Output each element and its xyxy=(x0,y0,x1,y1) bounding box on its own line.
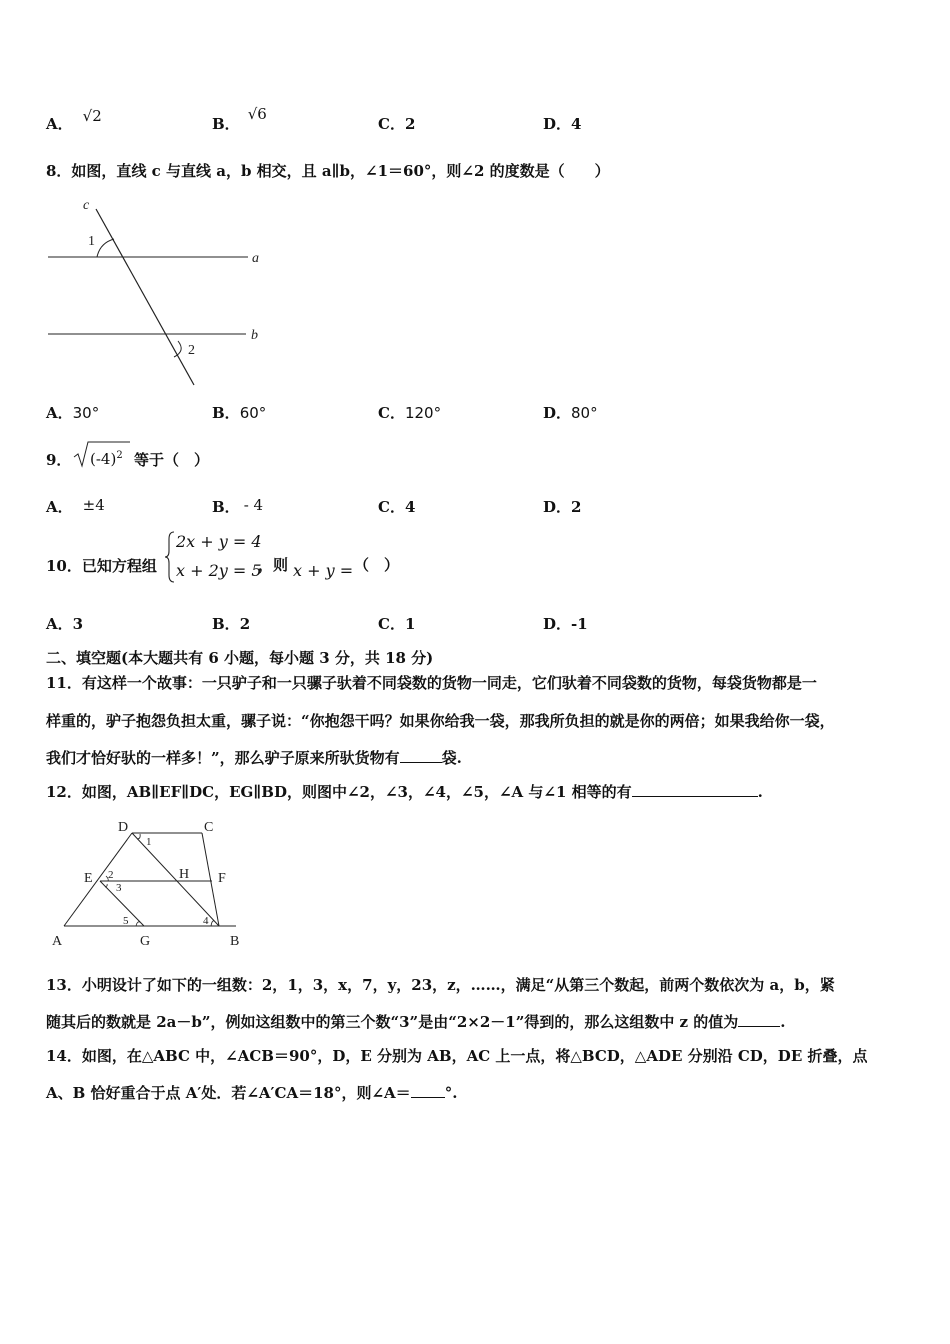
q10-prefix: 10．已知方程组 xyxy=(46,557,157,575)
q12-stem xyxy=(46,782,763,802)
brace-icon xyxy=(164,531,176,583)
option-label: B． xyxy=(212,404,240,422)
option-value: ±4 xyxy=(82,496,105,514)
q14-line-2-end: °. xyxy=(444,1084,458,1102)
option-label: B． xyxy=(212,498,240,516)
angle-1-arc xyxy=(97,239,114,257)
q9-radicand xyxy=(90,446,123,469)
option-value: 80° xyxy=(571,404,598,422)
q11-line-3-text: 我们才恰好驮的一样多！”，那么驴子原来所驮货物有 xyxy=(46,749,400,767)
option-value: 4 xyxy=(571,115,582,133)
option-value: 60° xyxy=(239,404,267,422)
q9-suffix: 等于（ ） xyxy=(134,451,210,469)
option-value: √2 xyxy=(82,107,102,125)
option-label: D． xyxy=(543,115,572,133)
q7-option-b xyxy=(212,105,267,134)
label-4: 4 xyxy=(203,915,209,927)
label-1: 1 xyxy=(88,234,95,249)
option-label: D． xyxy=(543,615,572,633)
option-value: √6 xyxy=(247,105,267,123)
q11-line-3-end: 袋. xyxy=(441,749,462,767)
option-value: - 4 xyxy=(243,496,264,514)
label-D: D xyxy=(118,820,129,835)
q10-mid: ，则 xyxy=(258,556,289,574)
label-H: H xyxy=(179,867,190,882)
option-label: A． xyxy=(46,115,73,133)
q7-option-a xyxy=(46,107,102,134)
q7-option-d xyxy=(543,114,581,134)
q9-radicand-base: (-4) xyxy=(90,450,117,468)
option-label: B． xyxy=(212,615,240,633)
q10-option-a xyxy=(46,614,83,634)
q10-option-c xyxy=(378,614,415,634)
option-value: 2 xyxy=(404,115,416,133)
q8-figure xyxy=(40,195,280,395)
option-label: D． xyxy=(543,498,572,516)
q7-option-c xyxy=(378,114,415,134)
option-label: A． xyxy=(46,404,73,422)
segment-eg xyxy=(100,881,144,926)
q9-option-a xyxy=(46,497,105,517)
q10-equation-2: x + 2y = 5 xyxy=(176,561,262,580)
q10-option-d xyxy=(543,614,588,634)
option-value: 2 xyxy=(571,498,582,516)
label-3: 3 xyxy=(116,882,122,894)
q13-line-2-text: 随其后的数就是 2a－b”，例如这组数中的第三个数“3”是由“2×2－1”得到的，那么这组数中 z 的值为 xyxy=(46,1013,739,1031)
option-label: C． xyxy=(378,615,405,633)
q9-radicand-exp: 2 xyxy=(116,450,123,461)
label-2: 2 xyxy=(108,869,114,881)
section-2-heading: 二、填空题(本大题共有 6 小题，每小题 3 分，共 18 分) xyxy=(46,649,434,667)
line-c xyxy=(96,209,194,385)
q11-line-1: 11．有这样一个故事：一只驴子和一只骡子驮着不同袋数的货物一同走，它们驮着不同袋数的货物，每袋货物都是一 xyxy=(46,674,817,692)
option-label: D． xyxy=(543,404,572,422)
q8-stem: 8．如图，直线 c 与直线 a，b 相交，且 a∥b，∠1＝60°，则∠2 的度数是（ ） xyxy=(46,162,610,180)
option-value: 1 xyxy=(404,615,416,633)
label-A: A xyxy=(52,934,63,949)
option-value: 30° xyxy=(72,404,100,422)
angle-2-arc xyxy=(174,341,181,357)
q11-line-2: 样重的，驴子抱怨负担太重，骡子说：“你抱怨干吗？如果你给我一袋，那我所负担的就是你的两倍；如果我给你一袋， xyxy=(46,712,835,730)
option-label: A． xyxy=(46,615,73,633)
label-2: 2 xyxy=(188,343,195,358)
label-C: C xyxy=(204,820,214,835)
q12-figure xyxy=(44,812,254,952)
q8-option-c xyxy=(378,403,441,423)
option-value: 3 xyxy=(72,615,84,633)
q10-suffix: （ ） xyxy=(354,556,400,574)
q14-line-2 xyxy=(46,1083,457,1103)
q8-option-a xyxy=(46,403,99,423)
q14-line-1: 14．如图，在△ABC 中，∠ACB＝90°，D，E 分别为 AB，AC 上一点，将△BCD，△ADE 分别沿 CD，DE 折叠，点 xyxy=(46,1047,868,1065)
label-c: c xyxy=(83,198,90,213)
q8-option-b xyxy=(212,403,266,423)
answer-blank[interactable] xyxy=(400,748,442,763)
option-value: -1 xyxy=(571,615,588,633)
label-a: a xyxy=(252,251,259,266)
q12-text: 12．如图，AB∥EF∥DC，EG∥BD，则图中∠2，∠3，∠4，∠5，∠A 与∠1 相等的有 xyxy=(46,783,632,801)
option-value: 120° xyxy=(404,404,442,422)
answer-blank[interactable] xyxy=(632,782,758,797)
q13-line-2-end: . xyxy=(780,1013,786,1031)
label-G: G xyxy=(140,934,151,949)
label-5: 5 xyxy=(123,915,129,927)
q10-target: x + y = xyxy=(293,561,354,580)
q14-line-2-text: A、B 恰好重合于点 A′处．若∠A′CA＝18°，则∠A＝ xyxy=(46,1084,411,1102)
answer-blank[interactable] xyxy=(411,1083,445,1098)
option-label: C． xyxy=(378,404,405,422)
side-ad xyxy=(64,833,132,926)
q9-option-d xyxy=(543,497,581,517)
option-label: A． xyxy=(46,498,73,516)
q12-end: . xyxy=(757,783,763,801)
option-label: B． xyxy=(212,115,240,133)
q8-option-d xyxy=(543,403,598,423)
option-label: C． xyxy=(378,115,405,133)
q13-line-2 xyxy=(46,1012,786,1032)
q10-option-b xyxy=(212,614,250,634)
q9-option-c xyxy=(378,497,415,517)
q11-line-3 xyxy=(46,748,462,768)
label-1: 1 xyxy=(146,836,152,848)
label-F: F xyxy=(218,871,226,886)
label-b: b xyxy=(251,328,258,343)
q9-number: 9． xyxy=(46,451,72,469)
q9-option-b xyxy=(212,497,263,517)
q13-line-1: 13．小明设计了如下的一组数：2，1，3，x，7，y，23，z，……，满足“从第三个数起，前两个数依次为 a，b，紧 xyxy=(46,976,835,994)
label-E: E xyxy=(84,871,93,886)
answer-blank[interactable] xyxy=(738,1012,780,1027)
option-value: 2 xyxy=(239,615,251,633)
side-cb xyxy=(202,833,219,926)
q10-equation-1: 2x + y = 4 xyxy=(176,532,262,551)
option-value: 4 xyxy=(404,498,416,516)
option-label: C． xyxy=(378,498,405,516)
label-B: B xyxy=(230,934,240,949)
